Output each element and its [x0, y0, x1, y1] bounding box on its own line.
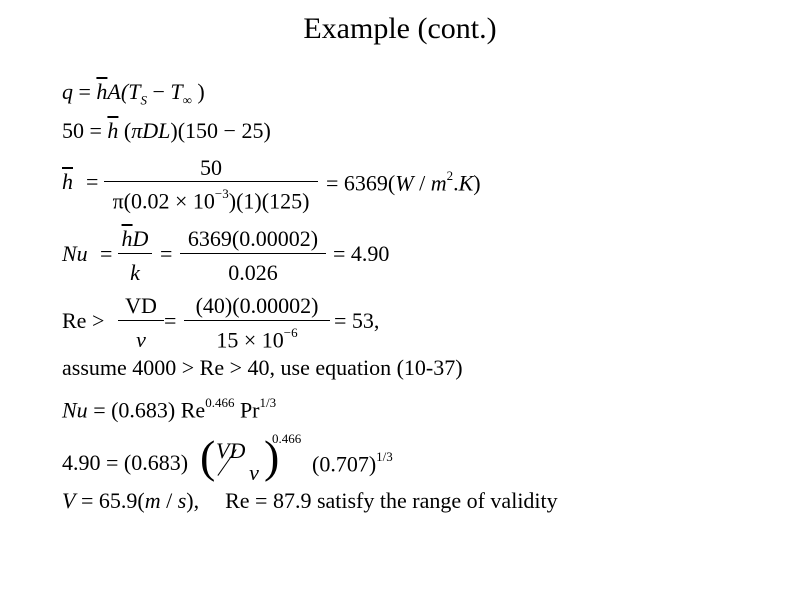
- eq-symbol: DL: [142, 118, 171, 143]
- eq-text: (: [118, 118, 132, 143]
- eq-text: [312, 449, 393, 477]
- eq-symbol: W: [395, 170, 414, 196]
- eq-text: = 6369(: [326, 170, 396, 196]
- eq-symbol: $\overline{h}$: [107, 118, 119, 143]
- fraction-denominator: ν: [249, 460, 259, 485]
- eq-text: /: [413, 170, 431, 196]
- fraction-denominator: ν: [136, 327, 146, 352]
- eq-symbol: Nu: [62, 241, 88, 266]
- fraction-numerator: VD: [216, 438, 246, 463]
- eq-exponent: 0.466: [205, 395, 235, 410]
- eq-subscript: S: [140, 92, 147, 108]
- eq-text: ): [473, 170, 481, 196]
- eq-symbol: A(: [107, 79, 129, 104]
- eq-text: ),: [186, 488, 200, 513]
- fraction-bar: [104, 181, 318, 182]
- eq-text: ): [191, 79, 205, 104]
- equation-substitution: [62, 120, 271, 142]
- eq-paren: (: [200, 431, 216, 482]
- eq-exponent: −6: [283, 325, 298, 340]
- fraction-numerator: VD: [125, 293, 157, 318]
- eq-symbol: m: [430, 170, 447, 196]
- validity-text: Re = 87.9 satisfy the range of validity: [225, 488, 558, 513]
- eq-text: )(150 − 25): [170, 118, 271, 143]
- eq-symbol: m: [144, 488, 161, 513]
- eq-exponent: −3: [214, 186, 229, 201]
- eq-text: .: [453, 170, 459, 196]
- eq-text: =: [73, 79, 97, 104]
- fraction-numerator: 50: [200, 155, 222, 180]
- fraction-bar: [118, 253, 152, 254]
- equation-correlation: [62, 395, 277, 423]
- eq-text: Pr: [234, 397, 260, 423]
- eq-paren: ): [264, 431, 280, 482]
- fraction-bar: [184, 320, 330, 321]
- eq-text: =: [86, 169, 99, 194]
- eq-text: /: [160, 488, 178, 513]
- eq-symbol: T: [170, 79, 183, 104]
- equation-heat-transfer: [62, 81, 205, 106]
- fraction-numerator: (40)(0.00002): [195, 293, 319, 318]
- eq-symbol: Nu: [62, 397, 88, 423]
- eq-symbol: V: [62, 488, 76, 513]
- eq-subscript: ∞: [182, 92, 192, 108]
- assumption-text: assume 4000 > Re > 40, use equation (10-37): [62, 355, 463, 380]
- eq-symbol: D: [132, 226, 149, 251]
- eq-text: −: [146, 79, 171, 104]
- eq-symbol: $\overline{h}$: [96, 79, 108, 104]
- eq-symbol: $\overline{h}$: [62, 169, 73, 194]
- eq-result: = 53,: [334, 308, 380, 333]
- eq-text: 4.90 = (0.683): [62, 450, 189, 475]
- eq-symbol: K: [458, 170, 474, 196]
- eq-text: =: [100, 241, 113, 266]
- equation-result-velocity: [62, 490, 558, 512]
- eq-symbol: T: [128, 79, 141, 104]
- fraction-denominator: [104, 188, 318, 214]
- eq-text: π(0.02 × 10: [112, 188, 215, 214]
- fraction-bar: [180, 253, 326, 254]
- eq-exponent: 2: [446, 168, 454, 183]
- fraction-numerator: 6369(0.00002): [187, 226, 319, 251]
- eq-result: [326, 168, 481, 196]
- eq-text: = 65.9(: [75, 488, 145, 513]
- eq-exponent: 1/3: [376, 449, 393, 464]
- eq-exponent: 0.466: [272, 431, 302, 446]
- eq-exponent: 1/3: [259, 395, 277, 410]
- eq-text: (0.707): [312, 451, 377, 477]
- fraction-numerator: [118, 226, 152, 252]
- fraction-bar: [118, 320, 164, 321]
- slide-title: Example (cont.): [303, 12, 497, 45]
- fraction-denominator: 0.026: [228, 260, 278, 285]
- eq-text: 50 =: [62, 118, 108, 143]
- eq-text: Re >: [62, 308, 105, 333]
- eq-symbol: s: [177, 488, 187, 513]
- eq-symbol: π: [131, 118, 143, 143]
- eq-text: =: [164, 308, 177, 333]
- eq-text: =: [160, 241, 173, 266]
- fraction-denominator: [184, 327, 330, 353]
- eq-text: = (0.683) Re: [87, 397, 206, 423]
- eq-symbol: q: [62, 79, 73, 104]
- eq-result: = 4.90: [333, 241, 390, 266]
- eq-text: )(1)(125): [228, 188, 310, 214]
- fraction-denominator: k: [130, 260, 140, 285]
- eq-symbol: $\overline{h}$: [121, 226, 133, 251]
- eq-text: 15 × 10: [216, 327, 284, 353]
